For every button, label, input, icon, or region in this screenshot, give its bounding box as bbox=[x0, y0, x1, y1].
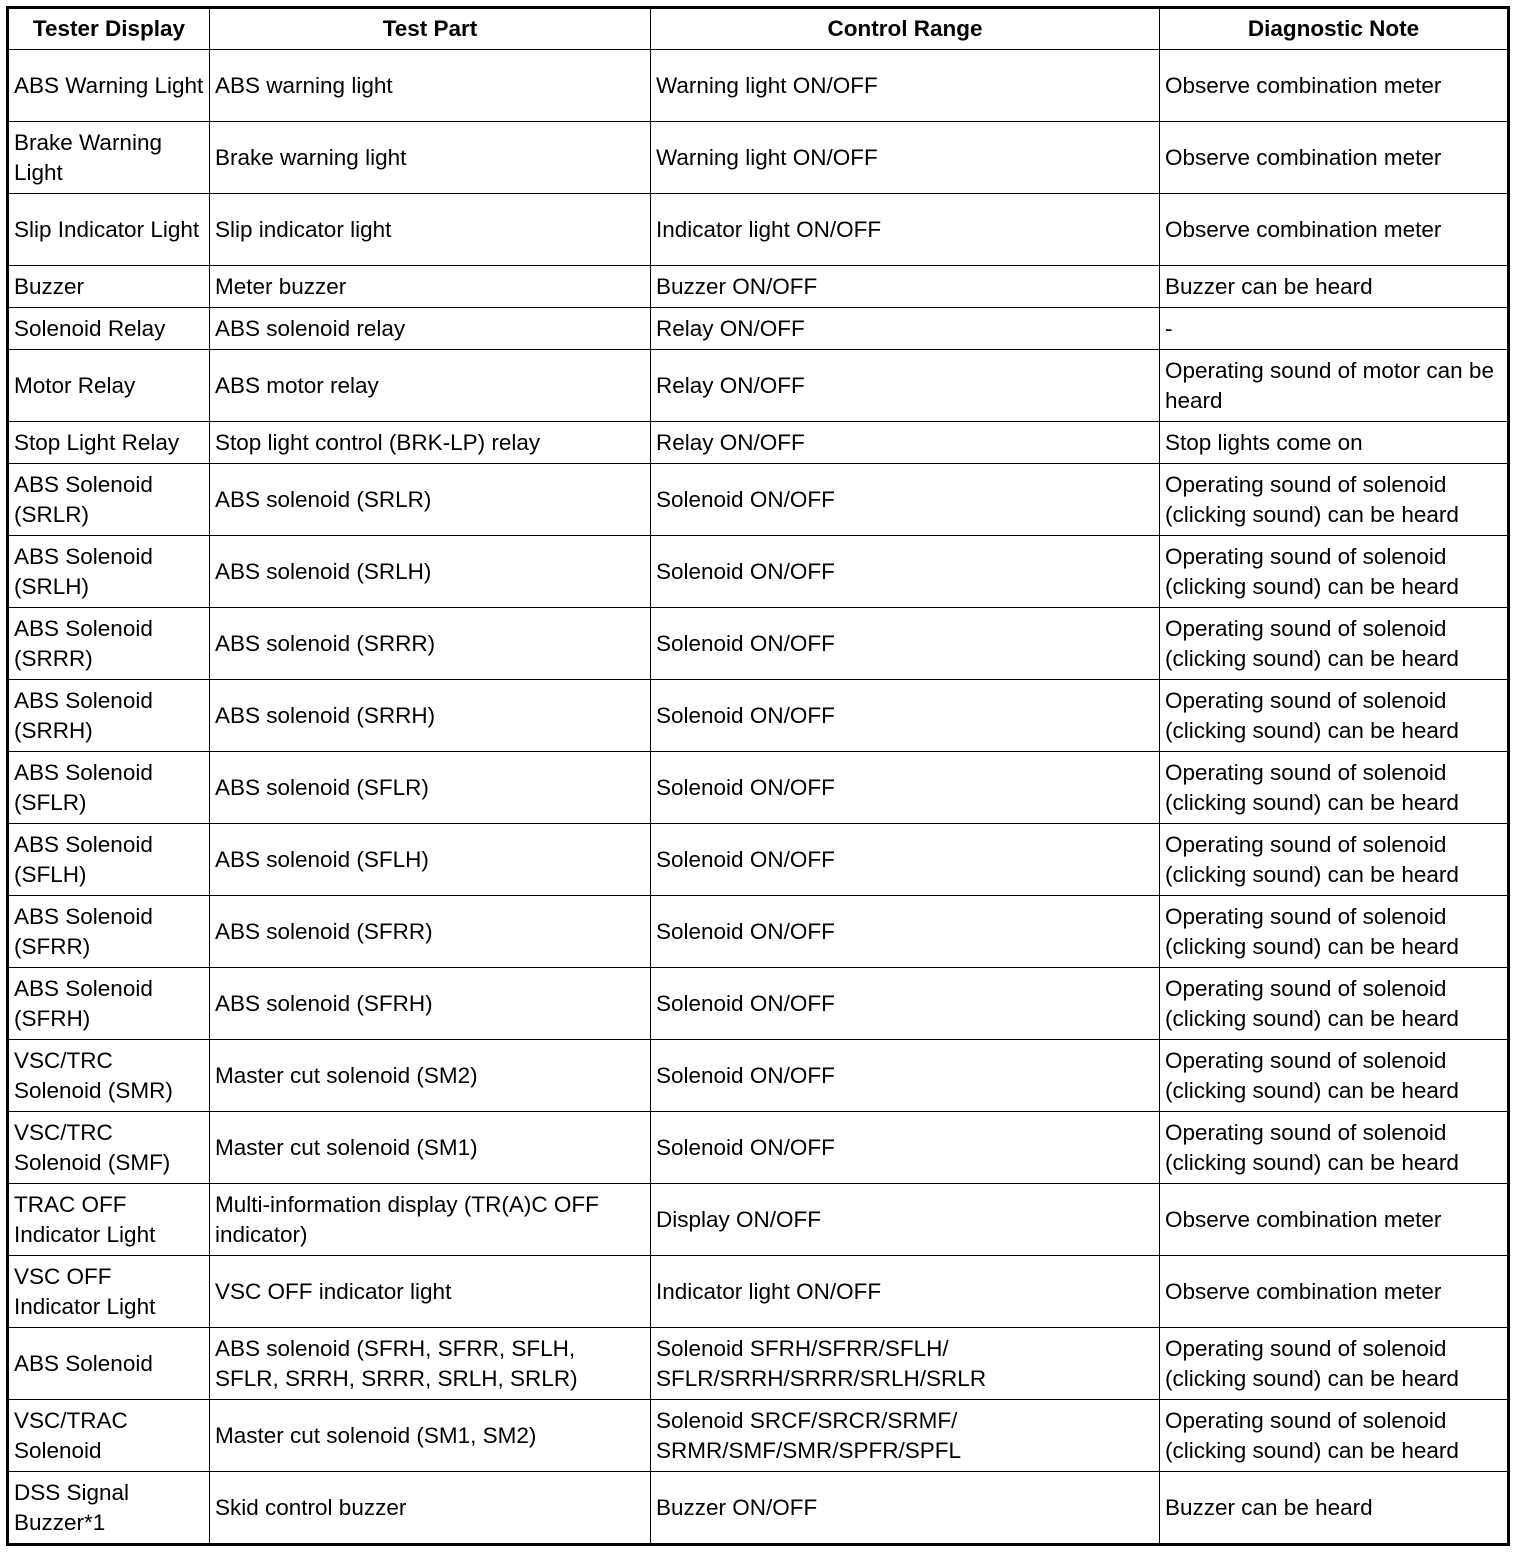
tester-display-cell: ABS Solenoid (SFRR) bbox=[8, 896, 210, 968]
diagnostic-note-cell: Operating sound of motor can be heard bbox=[1160, 350, 1509, 422]
tester-display-cell: ABS Solenoid (SRRR) bbox=[8, 608, 210, 680]
test-part-cell: Skid control buzzer bbox=[210, 1472, 651, 1545]
diagnostic-note-cell: Operating sound of solenoid (clicking sound) can be heard bbox=[1160, 824, 1509, 896]
tester-display-cell: VSC/TRAC Solenoid bbox=[8, 1400, 210, 1472]
tester-display-cell: ABS Warning Light bbox=[8, 50, 210, 122]
control-range-cell: Solenoid ON/OFF bbox=[651, 752, 1160, 824]
control-range-cell: Buzzer ON/OFF bbox=[651, 1472, 1160, 1545]
table-row bbox=[8, 194, 1509, 266]
control-range-cell: Solenoid ON/OFF bbox=[651, 1040, 1160, 1112]
diagnostic-note-cell: Operating sound of solenoid (clicking sound) can be heard bbox=[1160, 1400, 1509, 1472]
table-row bbox=[8, 464, 1509, 536]
table-row bbox=[8, 266, 1509, 308]
control-range-cell: Warning light ON/OFF bbox=[651, 122, 1160, 194]
tester-display-cell: Slip Indicator Light bbox=[8, 194, 210, 266]
test-part-cell: ABS solenoid (SFRH) bbox=[210, 968, 651, 1040]
test-part-cell: ABS solenoid (SRLR) bbox=[210, 464, 651, 536]
header-diagnostic-note: Diagnostic Note bbox=[1160, 8, 1509, 50]
diagnostic-note-cell: Operating sound of solenoid (clicking sound) can be heard bbox=[1160, 752, 1509, 824]
tester-display-cell: ABS Solenoid (SFLH) bbox=[8, 824, 210, 896]
table-row bbox=[8, 824, 1509, 896]
table-row bbox=[8, 422, 1509, 464]
tester-display-cell: Buzzer bbox=[8, 266, 210, 308]
test-part-cell: ABS solenoid (SFLR) bbox=[210, 752, 651, 824]
test-part-cell: ABS solenoid (SFRR) bbox=[210, 896, 651, 968]
table-row bbox=[8, 1184, 1509, 1256]
table-row bbox=[8, 350, 1509, 422]
test-part-cell: Slip indicator light bbox=[210, 194, 651, 266]
diagnostic-note-cell: Observe combination meter bbox=[1160, 1184, 1509, 1256]
control-range-cell: Indicator light ON/OFF bbox=[651, 194, 1160, 266]
control-range-cell: Display ON/OFF bbox=[651, 1184, 1160, 1256]
tester-display-cell: ABS Solenoid (SFLR) bbox=[8, 752, 210, 824]
control-range-cell: Relay ON/OFF bbox=[651, 422, 1160, 464]
table-row bbox=[8, 1400, 1509, 1472]
header-test-part: Test Part bbox=[210, 8, 651, 50]
tester-display-cell: VSC/TRC Solenoid (SMF) bbox=[8, 1112, 210, 1184]
diagnostic-note-cell: Observe combination meter bbox=[1160, 122, 1509, 194]
diagnostic-note-cell: Buzzer can be heard bbox=[1160, 1472, 1509, 1545]
control-range-cell: Solenoid ON/OFF bbox=[651, 1112, 1160, 1184]
test-part-cell: ABS solenoid (SRLH) bbox=[210, 536, 651, 608]
test-part-cell: Multi-information display (TR(A)C OFF indicator) bbox=[210, 1184, 651, 1256]
table-row bbox=[8, 896, 1509, 968]
control-range-cell: Solenoid ON/OFF bbox=[651, 968, 1160, 1040]
diagnostic-note-cell: - bbox=[1160, 308, 1509, 350]
tester-display-cell: ABS Solenoid (SFRH) bbox=[8, 968, 210, 1040]
control-range-cell: Solenoid SRCF/SRCR/SRMF/ SRMR/SMF/SMR/SPFR/SPFL bbox=[651, 1400, 1160, 1472]
table-row bbox=[8, 680, 1509, 752]
table-row bbox=[8, 1256, 1509, 1328]
control-range-cell: Solenoid ON/OFF bbox=[651, 680, 1160, 752]
table-row bbox=[8, 536, 1509, 608]
test-part-cell: ABS motor relay bbox=[210, 350, 651, 422]
test-part-cell: ABS solenoid (SRRH) bbox=[210, 680, 651, 752]
tester-display-cell: Brake Warning Light bbox=[8, 122, 210, 194]
diagnostic-note-cell: Operating sound of solenoid (clicking sound) can be heard bbox=[1160, 1328, 1509, 1400]
diagnostic-note-cell: Operating sound of solenoid (clicking sound) can be heard bbox=[1160, 1040, 1509, 1112]
table-row bbox=[8, 1040, 1509, 1112]
control-range-cell: Solenoid ON/OFF bbox=[651, 896, 1160, 968]
diagnostic-note-cell: Stop lights come on bbox=[1160, 422, 1509, 464]
table-row bbox=[8, 968, 1509, 1040]
tester-display-cell: Motor Relay bbox=[8, 350, 210, 422]
table-row bbox=[8, 308, 1509, 350]
control-range-cell: Solenoid ON/OFF bbox=[651, 824, 1160, 896]
header-control-range: Control Range bbox=[651, 8, 1160, 50]
diagnostic-note-cell: Observe combination meter bbox=[1160, 1256, 1509, 1328]
diagnostic-note-cell: Operating sound of solenoid (clicking sound) can be heard bbox=[1160, 1112, 1509, 1184]
table-row bbox=[8, 122, 1509, 194]
diagnostic-note-cell: Observe combination meter bbox=[1160, 50, 1509, 122]
tester-display-cell: VSC OFF Indicator Light bbox=[8, 1256, 210, 1328]
control-range-cell: Buzzer ON/OFF bbox=[651, 266, 1160, 308]
control-range-cell: Indicator light ON/OFF bbox=[651, 1256, 1160, 1328]
diagnostic-note-cell: Operating sound of solenoid (clicking sound) can be heard bbox=[1160, 536, 1509, 608]
tester-display-cell: ABS Solenoid (SRLR) bbox=[8, 464, 210, 536]
table-row bbox=[8, 608, 1509, 680]
test-part-cell: ABS solenoid (SRRR) bbox=[210, 608, 651, 680]
test-part-cell: Meter buzzer bbox=[210, 266, 651, 308]
table-row bbox=[8, 50, 1509, 122]
control-range-cell: Warning light ON/OFF bbox=[651, 50, 1160, 122]
tester-display-cell: DSS Signal Buzzer*1 bbox=[8, 1472, 210, 1545]
test-part-cell: ABS solenoid relay bbox=[210, 308, 651, 350]
tester-display-cell: VSC/TRC Solenoid (SMR) bbox=[8, 1040, 210, 1112]
test-part-cell: Master cut solenoid (SM1, SM2) bbox=[210, 1400, 651, 1472]
table-row bbox=[8, 1328, 1509, 1400]
active-test-table bbox=[6, 6, 1510, 1546]
tester-display-cell: ABS Solenoid (SRLH) bbox=[8, 536, 210, 608]
control-range-cell: Solenoid ON/OFF bbox=[651, 608, 1160, 680]
diagnostic-note-cell: Buzzer can be heard bbox=[1160, 266, 1509, 308]
tester-display-cell: ABS Solenoid bbox=[8, 1328, 210, 1400]
table-row bbox=[8, 1472, 1509, 1545]
tester-display-cell: Solenoid Relay bbox=[8, 308, 210, 350]
control-range-cell: Relay ON/OFF bbox=[651, 308, 1160, 350]
test-part-cell: Master cut solenoid (SM1) bbox=[210, 1112, 651, 1184]
control-range-cell: Solenoid ON/OFF bbox=[651, 464, 1160, 536]
table-row bbox=[8, 752, 1509, 824]
test-part-cell: ABS solenoid (SFRH, SFRR, SFLH, SFLR, SRRH, SRRR, SRLH, SRLR) bbox=[210, 1328, 651, 1400]
diagnostic-note-cell: Operating sound of solenoid (clicking sound) can be heard bbox=[1160, 464, 1509, 536]
header-tester-display: Tester Display bbox=[8, 8, 210, 50]
test-part-cell: Brake warning light bbox=[210, 122, 651, 194]
test-part-cell: ABS warning light bbox=[210, 50, 651, 122]
diagnostic-note-cell: Operating sound of solenoid (clicking sound) can be heard bbox=[1160, 608, 1509, 680]
control-range-cell: Solenoid SFRH/SFRR/SFLH/ SFLR/SRRH/SRRR/SRLH/SRLR bbox=[651, 1328, 1160, 1400]
table-row bbox=[8, 1112, 1509, 1184]
diagnostic-note-cell: Operating sound of solenoid (clicking sound) can be heard bbox=[1160, 896, 1509, 968]
tester-display-cell: ABS Solenoid (SRRH) bbox=[8, 680, 210, 752]
header-row bbox=[8, 8, 1509, 50]
control-range-cell: Solenoid ON/OFF bbox=[651, 536, 1160, 608]
diagnostic-note-cell: Observe combination meter bbox=[1160, 194, 1509, 266]
tester-display-cell: Stop Light Relay bbox=[8, 422, 210, 464]
table-body bbox=[8, 50, 1509, 1545]
test-part-cell: Stop light control (BRK-LP) relay bbox=[210, 422, 651, 464]
control-range-cell: Relay ON/OFF bbox=[651, 350, 1160, 422]
test-part-cell: Master cut solenoid (SM2) bbox=[210, 1040, 651, 1112]
diagnostic-note-cell: Operating sound of solenoid (clicking sound) can be heard bbox=[1160, 968, 1509, 1040]
test-part-cell: VSC OFF indicator light bbox=[210, 1256, 651, 1328]
diagnostic-note-cell: Operating sound of solenoid (clicking sound) can be heard bbox=[1160, 680, 1509, 752]
tester-display-cell: TRAC OFF Indicator Light bbox=[8, 1184, 210, 1256]
test-part-cell: ABS solenoid (SFLH) bbox=[210, 824, 651, 896]
